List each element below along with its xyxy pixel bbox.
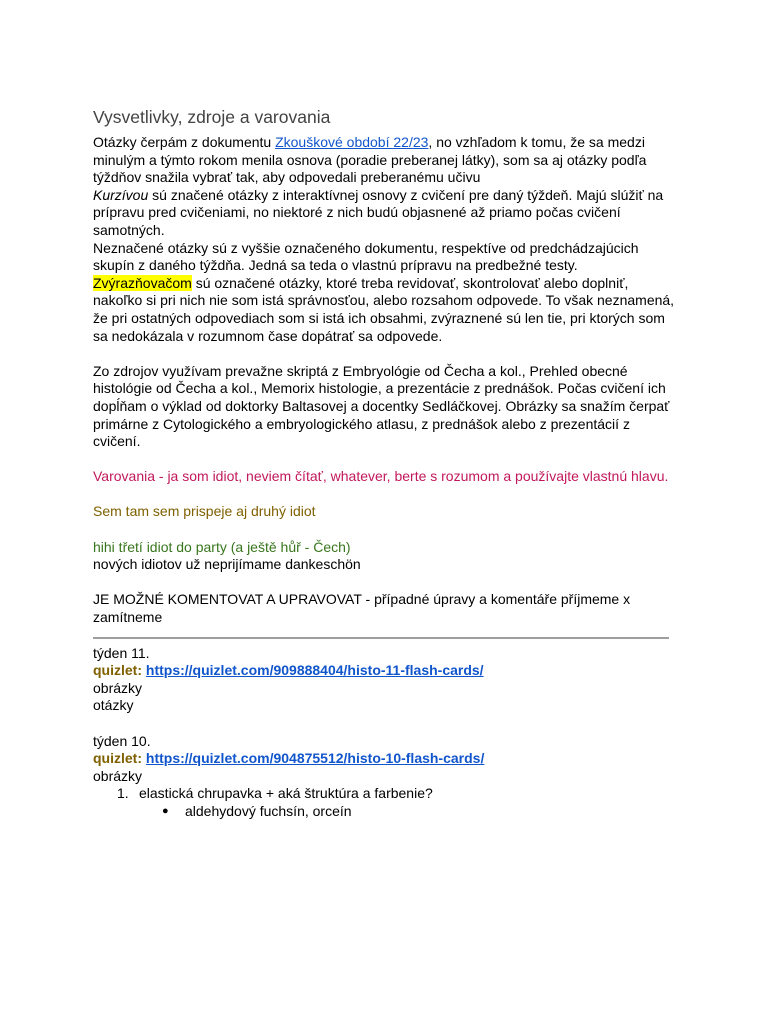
week11-images-label: obrázky: [93, 679, 143, 696]
answer-item: [162, 802, 678, 821]
unmarked-explanation-paragraph: Neznačené otázky sú z vyššie označeného dokumentu, respektíve od predchádzajúcich skupín z daného týždňa. Jedná sa teda o vlastnú prípravu na predbežné testy.: [93, 239, 639, 274]
document-page: [93, 106, 678, 821]
week10-title: týden 10.: [93, 732, 151, 749]
question-item: [117, 785, 678, 820]
third-contributor-note: hihi třetí idiot do party (a ještě hůř - Čech): [93, 538, 351, 555]
week11-quizlet-label: quizlet: [93, 662, 138, 679]
highlight-explanation-paragraph: [93, 275, 678, 345]
week10-images-label: obrázky: [93, 767, 143, 784]
blank-line: [93, 715, 678, 733]
question-number: 1.: [117, 785, 129, 802]
blank-line: [93, 451, 678, 469]
week10-quizlet-label: quizlet: [93, 750, 138, 767]
sources-paragraph: Zo zdrojov využívam prevažne skriptá z Embryológie od Čecha a kol., Prehled obecné histológie od Čecha a kol., Memorix histologie, a prezentácie z prednášok. Počas cvičení ich dopĺňam o výklad od doktorky Baltasovej a docentky Sedláčkovej. Obrázky sa snažím čerpať primárne z Cytologického a embryologického atlasu, z prednášok alebo z prezentácií z cvičení.: [93, 362, 670, 450]
question-text: elastická chrupavka + aká štruktúra a farbenie?: [139, 785, 433, 802]
week10-quizlet-line: [93, 750, 678, 768]
no-new-contributors-note: nových idiotov už neprijímame dankeschön: [93, 556, 361, 573]
source-document-link[interactable]: Zkouškové období 22/23: [275, 134, 429, 150]
week10-quizlet-colon: :: [137, 750, 146, 767]
italic-explanation-text: sú značené otázky z interaktívnej osnovy z cvičení pre daný týždeň. Majú slúžiť na prípravu pred cvičeniami, no niektoré z nich budú objasnené až priamo počas cvičení samotných.: [93, 186, 664, 238]
second-contributor-note: Sem tam sem prispeje aj druhý idiot: [93, 503, 316, 520]
italic-explanation-paragraph: [93, 187, 678, 240]
comment-permission-note: JE MOŽNÉ KOMENTOVAT A UPRAVOVAT - případné úpravy a komentáře příjmeme x zamítneme: [93, 591, 631, 626]
highlight-explanation-text: sú označené otázky, ktoré treba revidovať, skontrolovať alebo doplniť, nakoľko si pri nich nie som istá správnosťou, alebo rozsahom odpovede. To však neznamená, že pri ostatných odpovediach som si istá ich obsahmi, zvýraznené sú len tie, pri ktorých som sa nedokázala v rozumnom čase dopátrať sa odpovede.: [93, 274, 675, 344]
section-heading: Vysvetlivky, zdroje a varovania: [93, 107, 331, 127]
week11-quizlet-line: [93, 662, 678, 680]
week11-quizlet-link[interactable]: https://quizlet.com/909888404/histo-11-flash-cards/: [145, 662, 484, 679]
week11-title: týden 11.: [93, 644, 150, 661]
blank-line: [93, 574, 678, 592]
intro-text-before-link: Otázky čerpám z dokumentu: [93, 134, 276, 150]
blank-line: [93, 521, 678, 539]
answer-text: aldehydový fuchsín, orceín: [185, 802, 352, 819]
week11-questions-label: otázky: [93, 697, 134, 714]
blank-line: [93, 345, 678, 363]
blank-line: [93, 486, 678, 504]
italic-keyword: Kurzívou: [93, 186, 149, 203]
warning-paragraph: Varovania - ja som idiot, neviem čítať, whatever, berte s rozumom a používajte vlastnú hlavu.: [93, 468, 669, 485]
week11-quizlet-colon: :: [137, 662, 146, 679]
week10-question-list: [93, 785, 678, 820]
intro-paragraph: [93, 134, 678, 187]
week10-quizlet-link[interactable]: https://quizlet.com/904875512/histo-10-flash-cards/: [145, 750, 485, 767]
answer-list: [139, 803, 678, 821]
horizontal-rule: [93, 637, 669, 639]
bullet-icon: ●: [162, 804, 169, 817]
highlight-keyword: Zvýrazňovačom: [93, 274, 192, 291]
intro-text-after-link: , no vzhľadom k tomu, že sa medzi minulým a týmto rokom menila osnova (poradie preberanej látky), som sa aj otázky podľa týždňov snažila vybrať tak, aby odpovedali preberanému učivu: [93, 134, 647, 186]
